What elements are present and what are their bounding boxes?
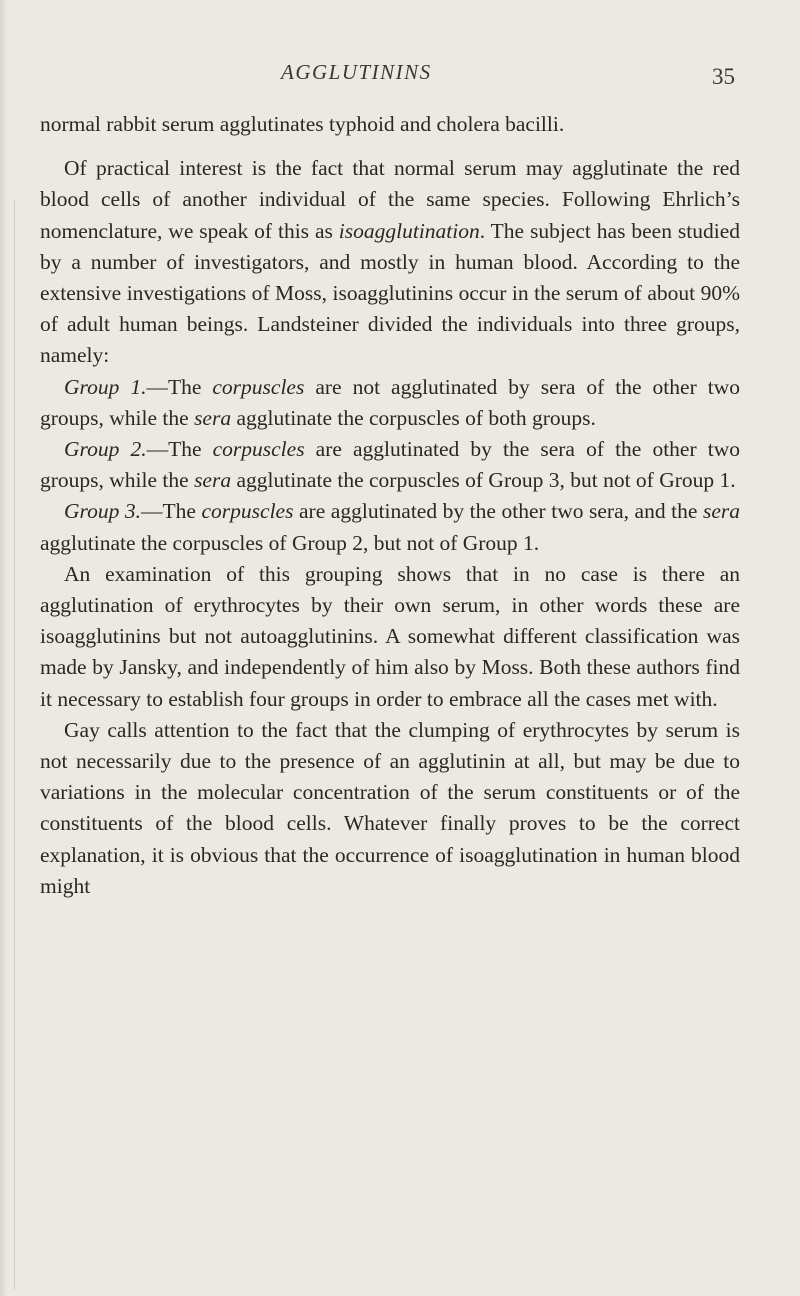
paragraph-text: . The subject has been studied by a number of investigators, and mostly in human blood. According to the extensive investigations of Moss, isoagglutinins occur in the serum of about 90% of adult human beings. Landsteiner divided the individuals into three groups, namely: — [40, 218, 740, 368]
group-text: —The — [141, 499, 202, 524]
page-header — [0, 60, 800, 100]
group-text: are agglutinated by the other two sera, and the — [293, 499, 703, 524]
group-text: agglutinate the corpuscles of Group 3, but not of Group 1. — [231, 468, 736, 493]
running-head: AGGLUTININS — [281, 60, 432, 84]
group-text: are not agglutinated by sera of the other two groups, while the — [40, 374, 740, 430]
group-1-item — [40, 372, 740, 434]
paragraph-continuation: normal rabbit serum agglutinates typhoid and cholera bacilli. — [40, 112, 565, 136]
term-isoagglutination: isoagglutination — [338, 218, 480, 243]
paragraph-isoagglutination — [40, 153, 740, 371]
term-corpuscles: corpuscles — [212, 374, 305, 399]
term-sera: sera — [702, 499, 740, 524]
group-1-label: Group 1. — [64, 374, 147, 399]
group-text: agglutinate the corpuscles of both groups. — [231, 405, 596, 430]
body-text — [40, 109, 740, 902]
group-2-label: Group 2. — [64, 437, 147, 462]
group-text: —The — [146, 437, 213, 462]
page-binding-edge — [0, 0, 8, 1296]
group-text: agglutinate the corpuscles of Group 2, but not of Group 1. — [40, 530, 540, 555]
group-text: are agglutinated by the sera of the other two groups, while the — [40, 437, 740, 493]
paragraph-grouping-examination: An examination of this grouping shows that in no case is there an agglutination of erythrocytes by their own serum, in other words these are isoagglutinins but not autoagglutinins. A somewhat different classification was made by Jansky, and independently of him also by Moss. Both these authors find it necessary to establish four groups in order to embrace all the cases met with. — [40, 561, 740, 711]
group-3-label: Group 3. — [64, 499, 142, 524]
term-corpuscles: corpuscles — [212, 437, 305, 462]
term-sera: sera — [194, 468, 232, 493]
page-number: 35 — [712, 64, 735, 89]
paragraph-gay: Gay calls attention to the fact that the clumping of erythrocytes by serum is not necessarily due to the presence of an agglutinin at all, but may be due to variations in the molecular concentration of the serum constituents or of the constituents of the blood cells. Whatever finally proves to be the correct explanation, it is obvious that the occurrence of isoagglutination in human blood might — [40, 717, 740, 898]
group-2-item — [40, 434, 740, 496]
group-text: —The — [146, 374, 213, 399]
group-3-item — [40, 496, 740, 558]
paragraph-text: Of practical interest is the fact that normal serum may agglutinate the red blood cells of another individual of the same species. Following Ehrlich’s nomenclature, we speak of this as — [40, 156, 740, 243]
term-corpuscles: corpuscles — [201, 499, 294, 524]
page-binding-line — [14, 200, 15, 1290]
term-sera: sera — [194, 405, 232, 430]
